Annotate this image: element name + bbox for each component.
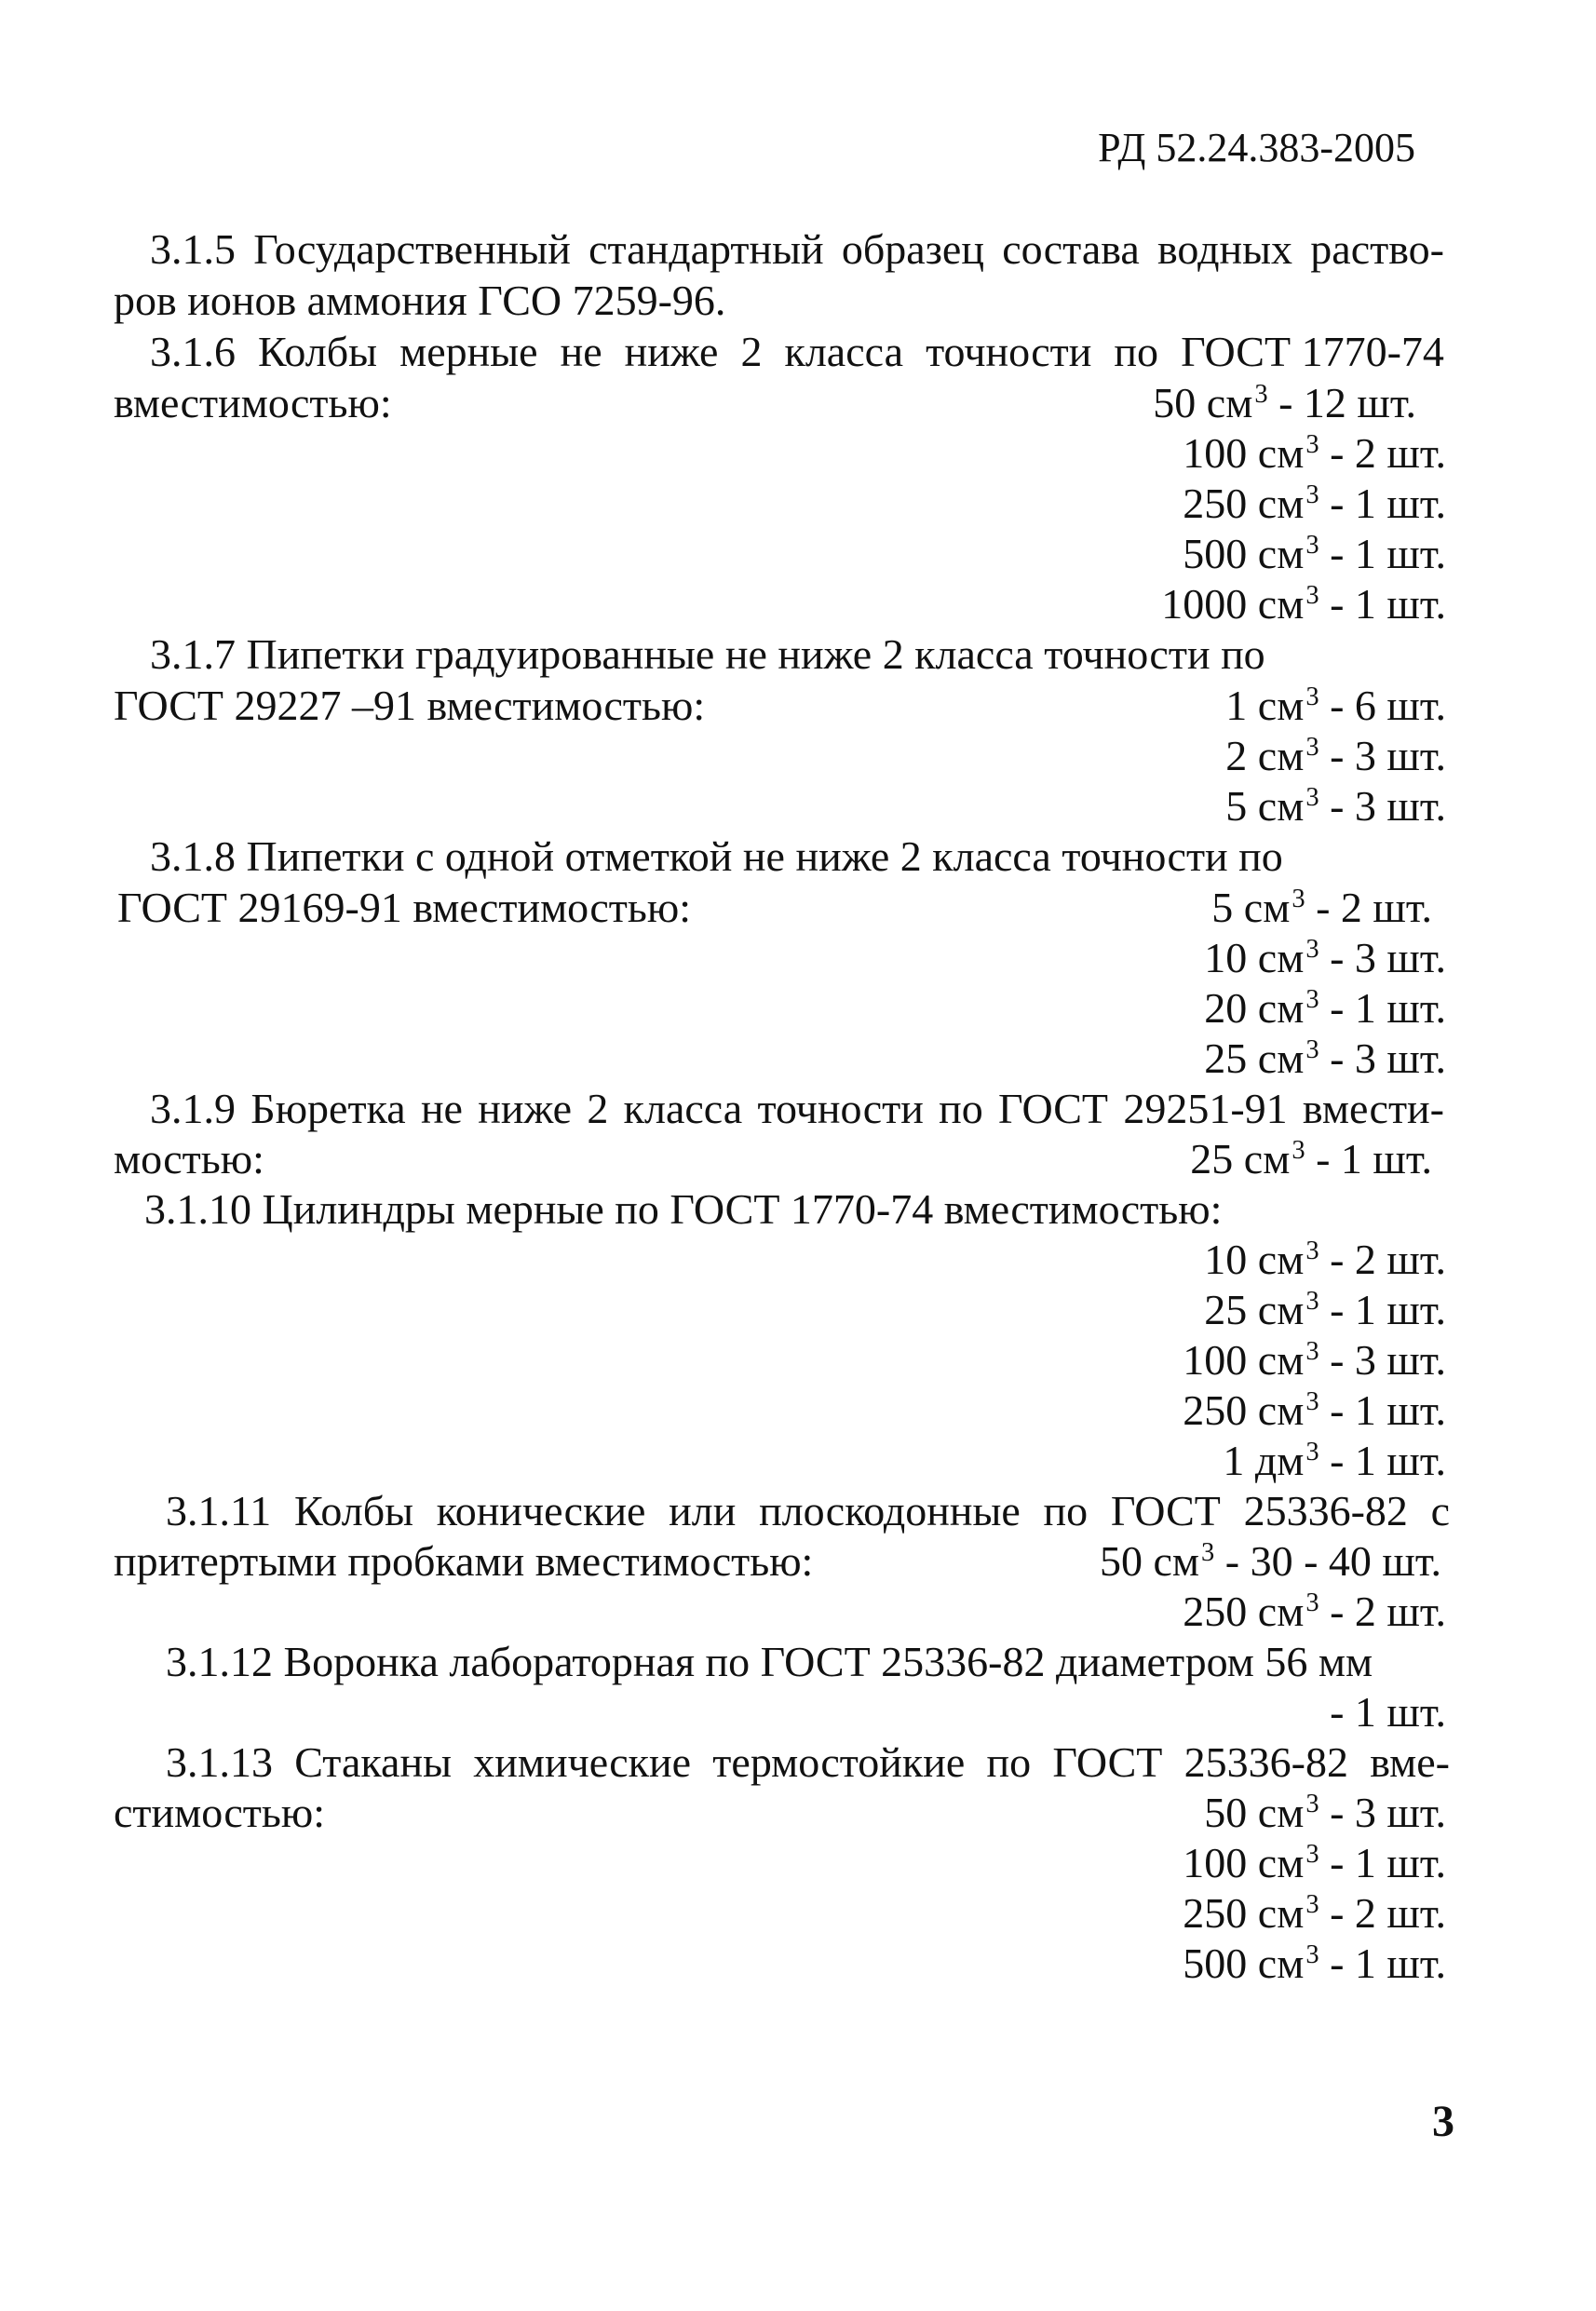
section-3-1-5-line-1: 3.1.5 Государственный стандартный образец состава водных раство- [150, 225, 1444, 273]
cylinder-250-qty: 250 $см^3 - 1$ шт. [1183, 1386, 1446, 1434]
flask-500-qty: 500 $см^3 - 1$ шт. [1183, 530, 1446, 577]
section-3-1-6-capacity-label: вместимостью: [114, 379, 392, 426]
conical-flask-50-qty: 50 $см^3 - 30 - 40$ шт. [1099, 1537, 1441, 1585]
flask-100-qty: 100 $см^3 - 2$ шт. [1183, 429, 1446, 477]
funnel-qty: - 1 шт. [1330, 1688, 1446, 1736]
section-3-1-9-line-1: 3.1.9 Бюретка не ниже 2 класса точности по ГОСТ 29251-91 вмести- [150, 1085, 1444, 1132]
beaker-250-qty: 250 $см^3 - 2$ шт. [1183, 1889, 1446, 1937]
pipette-mark-20-qty: 20 $см^3 - 1$ шт. [1204, 984, 1446, 1032]
pipette-1-qty: 1 $см^3 - 6$ шт. [1225, 682, 1446, 729]
pipette-2-qty: 2 $см^3 - 3$ шт. [1225, 732, 1446, 779]
section-3-1-12-line-1: 3.1.12 Воронка лабораторная по ГОСТ 25336-82 диаметром 56 мм [166, 1638, 1373, 1685]
cylinder-10-qty: 10 $см^3 - 2$ шт. [1204, 1236, 1446, 1283]
conical-flask-250-qty: 250 $см^3 - 2$ шт. [1183, 1588, 1446, 1635]
beaker-50-qty: 50 $см^3 - 3$ шт. [1204, 1789, 1446, 1836]
pipette-mark-5-qty: 5 $см^3 - 2$ шт. [1211, 884, 1432, 931]
section-3-1-7-line-2: ГОСТ 29227 –91 вместимостью: [114, 682, 706, 729]
section-3-1-13-line-1: 3.1.13 Стаканы химические термостойкие по ГОСТ 25336-82 вме- [166, 1738, 1450, 1786]
section-3-1-10-line-1: 3.1.10 Цилиндры мерные по ГОСТ 1770-74 вместимостью: [144, 1185, 1223, 1233]
pipette-5-qty: 5 $см^3 - 3$ шт. [1225, 782, 1446, 830]
section-3-1-6-line-1: 3.1.6 Колбы мерные не ниже 2 класса точности по ГОСТ 1770-74 [150, 328, 1444, 375]
section-3-1-11-line-2: притертыми пробками вместимостью: [114, 1537, 814, 1585]
cylinder-100-qty: 100 $см^3 - 3$ шт. [1183, 1336, 1446, 1384]
flask-250-qty: 250 $см^3 - 1$ шт. [1183, 480, 1446, 527]
cylinder-25-qty: 25 $см^3 - 1$ шт. [1204, 1286, 1446, 1333]
pipette-mark-10-qty: 10 $см^3 - 3$ шт. [1204, 934, 1446, 981]
section-3-1-8-line-2: ГОСТ 29169-91 вместимостью: [117, 884, 691, 931]
burette-25-qty: 25 $см^3 - 1$ шт. [1190, 1135, 1432, 1183]
flask-1000-qty: 1000 $см^3 - 1$ шт. [1161, 580, 1446, 628]
beaker-100-qty: 100 $см^3 - 1$ шт. [1183, 1839, 1446, 1886]
section-3-1-5-line-2: ров ионов аммония ГСО 7259-96. [114, 277, 726, 324]
document-code: РД 52.24.383-2005 [1098, 125, 1415, 170]
beaker-500-qty: 500 $см^3 - 1$ шт. [1183, 1939, 1446, 1987]
section-3-1-11-line-1: 3.1.11 Колбы конические или плоскодонные по ГОСТ 25336-82 с [166, 1487, 1450, 1534]
section-3-1-13-line-2: стимостью: [114, 1789, 326, 1836]
pipette-mark-25-qty: 25 $см^3 - 3$ шт. [1204, 1034, 1446, 1082]
section-3-1-8-line-1: 3.1.8 Пипетки с одной отметкой не ниже 2 класса точности по [150, 832, 1283, 880]
section-3-1-9-line-2: мостью: [114, 1135, 264, 1183]
page-number: 3 [1432, 2097, 1454, 2146]
cylinder-1dm-qty: 1 $дм^3 - 1$ шт. [1223, 1437, 1446, 1484]
section-3-1-7-line-1: 3.1.7 Пипетки градуированные не ниже 2 класса точности по [150, 630, 1265, 678]
flask-50-qty: 50 $см^3 - 12$ шт. [1153, 379, 1416, 426]
